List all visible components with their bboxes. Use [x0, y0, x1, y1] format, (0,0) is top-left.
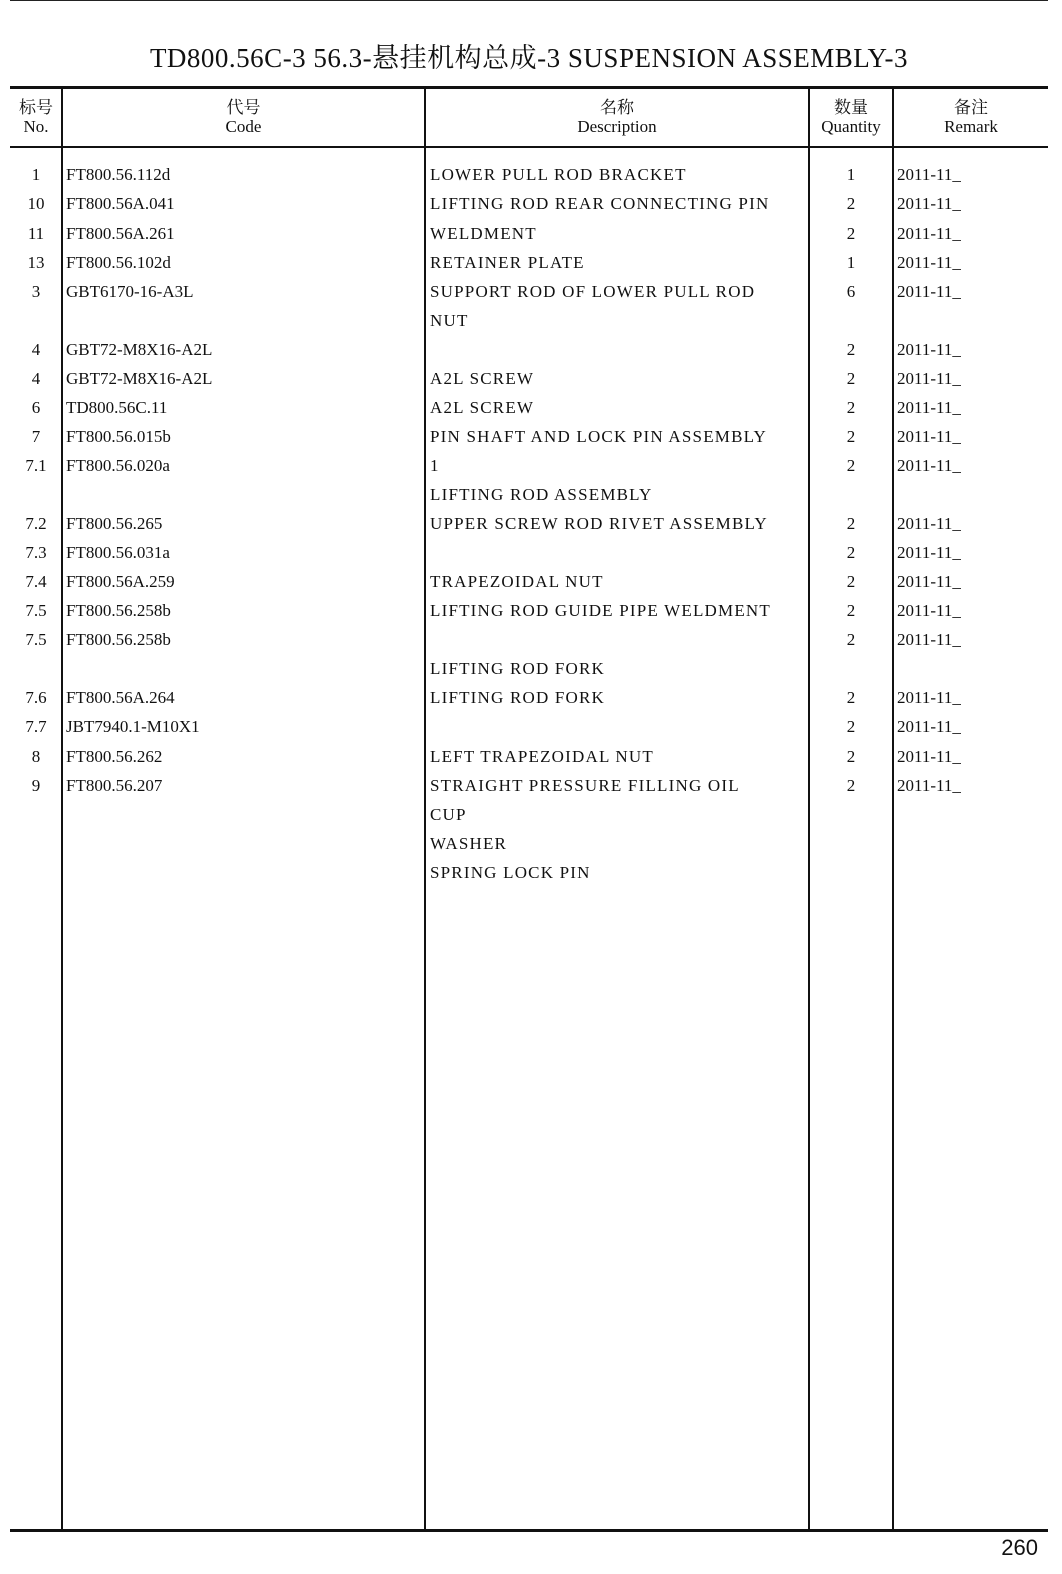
header-remark-en: Remark — [944, 117, 998, 136]
header-qty-en: Quantity — [821, 117, 881, 136]
header-code-cn: 代号 — [226, 98, 261, 117]
description-line: CUP — [430, 805, 467, 824]
description-line: TRAPEZOIDAL NUT — [430, 572, 604, 591]
table-cell-remark: 2011-11_ — [897, 340, 961, 359]
table-cell-qty: 2 — [846, 369, 856, 388]
header-remark — [894, 98, 1048, 136]
table-cell-code: FT800.56A.259 — [66, 572, 175, 591]
table-cell-code: FT800.56.207 — [66, 776, 163, 795]
table-cell-no: 4 — [31, 369, 41, 388]
table-bottom-rule — [10, 1529, 1048, 1532]
table-cell-no: 7.7 — [25, 717, 47, 736]
description-line: SUPPORT ROD OF LOWER PULL ROD — [430, 282, 756, 301]
header-no-cn: 标号 — [19, 98, 53, 117]
table-cell-no: 7.4 — [25, 572, 47, 591]
table-cell-no: 7.6 — [25, 688, 47, 707]
column-divider-no — [61, 89, 63, 1529]
column-divider-code — [424, 89, 426, 1529]
table-cell-remark: 2011-11_ — [897, 514, 961, 533]
table-cell-remark: 2011-11_ — [897, 572, 961, 591]
description-line: RETAINER PLATE — [430, 253, 585, 272]
description-line: NUT — [430, 311, 469, 330]
table-cell-code: GBT72-M8X16-A2L — [66, 369, 213, 388]
table-cell-qty: 2 — [846, 194, 856, 213]
table-cell-no: 7 — [31, 427, 41, 446]
table-cell-qty: 2 — [846, 340, 856, 359]
table-cell-remark: 2011-11_ — [897, 253, 961, 272]
description-line: LIFTING ROD ASSEMBLY — [430, 485, 653, 504]
table-cell-code: FT800.56.020a — [66, 456, 170, 475]
description-line: LIFTING ROD REAR CONNECTING PIN — [430, 194, 770, 213]
table-cell-qty: 2 — [846, 630, 856, 649]
table-cell-no: 7.1 — [25, 456, 47, 475]
description-line: LIFTING ROD FORK — [430, 688, 606, 707]
table-cell-qty: 1 — [846, 165, 856, 184]
table-cell-qty: 2 — [846, 514, 856, 533]
table-cell-remark: 2011-11_ — [897, 456, 961, 475]
header-no — [10, 98, 62, 136]
description-line: PIN SHAFT AND LOCK PIN ASSEMBLY — [430, 427, 767, 446]
table-cell-qty: 2 — [846, 427, 856, 446]
header-code — [63, 98, 424, 136]
header-code-en: Code — [225, 117, 262, 136]
page-title: TD800.56C-3 56.3-悬挂机构总成-3 SUSPENSION ASSEMBLY-3 — [149, 43, 909, 73]
table-cell-qty: 6 — [846, 282, 856, 301]
table-cell-code: GBT72-M8X16-A2L — [66, 340, 213, 359]
table-cell-remark: 2011-11_ — [897, 398, 961, 417]
table-cell-code: FT800.56.265 — [66, 514, 163, 533]
table-cell-qty: 2 — [846, 688, 856, 707]
table-cell-code: FT800.56.258b — [66, 630, 171, 649]
table-cell-remark: 2011-11_ — [897, 224, 961, 243]
top-border — [10, 0, 1048, 1]
description-line: LIFTING ROD FORK — [430, 659, 606, 678]
table-cell-qty: 2 — [846, 224, 856, 243]
column-divider-qty — [892, 89, 894, 1529]
table-cell-qty: 2 — [846, 776, 856, 795]
table-cell-no: 4 — [31, 340, 41, 359]
table-cell-remark: 2011-11_ — [897, 427, 961, 446]
table-cell-code: FT800.56.102d — [66, 253, 171, 272]
column-divider-desc — [808, 89, 810, 1529]
table-cell-no: 7.3 — [25, 543, 47, 562]
table-cell-no: 11 — [27, 224, 45, 243]
description-line: SPRING LOCK PIN — [430, 863, 591, 882]
table-cell-remark: 2011-11_ — [897, 747, 961, 766]
header-no-en: No. — [23, 117, 49, 136]
description-line: LIFTING ROD GUIDE PIPE WELDMENT — [430, 601, 771, 620]
table-cell-qty: 2 — [846, 543, 856, 562]
table-cell-qty: 2 — [846, 601, 856, 620]
table-cell-remark: 2011-11_ — [897, 717, 961, 736]
table-cell-code: JBT7940.1-M10X1 — [66, 717, 200, 736]
header-remark-cn: 备注 — [954, 98, 988, 117]
table-cell-qty: 2 — [846, 398, 856, 417]
table-cell-code: FT800.56.015b — [66, 427, 171, 446]
description-line: A2L SCREW — [430, 398, 535, 417]
table-cell-code: FT800.56.031a — [66, 543, 170, 562]
table-cell-no: 7.5 — [25, 601, 47, 620]
table-cell-remark: 2011-11_ — [897, 601, 961, 620]
table-cell-qty: 2 — [846, 747, 856, 766]
header-desc-cn: 名称 — [600, 98, 634, 117]
table-cell-code: FT800.56.112d — [66, 165, 171, 184]
description-line: WELDMENT — [430, 224, 537, 243]
table-cell-remark: 2011-11_ — [897, 194, 961, 213]
table-cell-code: FT800.56.262 — [66, 747, 163, 766]
table-cell-code: TD800.56C.11 — [66, 398, 168, 417]
description-line: WASHER — [430, 834, 508, 853]
description-line: LEFT TRAPEZOIDAL NUT — [430, 747, 654, 766]
table-cell-code: FT800.56A.264 — [66, 688, 175, 707]
table-cell-no: 3 — [31, 282, 41, 301]
table-cell-remark: 2011-11_ — [897, 369, 961, 388]
table-cell-no: 9 — [31, 776, 41, 795]
table-cell-remark: 2011-11_ — [897, 630, 961, 649]
table-cell-no: 10 — [27, 194, 45, 213]
header-quantity — [810, 98, 892, 136]
table-cell-remark: 2011-11_ — [897, 776, 961, 795]
table-cell-qty: 1 — [846, 253, 856, 272]
description-line: LOWER PULL ROD BRACKET — [430, 165, 687, 184]
table-cell-no: 7.5 — [25, 630, 47, 649]
description-line: A2L SCREW — [430, 369, 535, 388]
table-cell-no: 1 — [31, 165, 41, 184]
description-line: 1 — [430, 456, 440, 475]
table-cell-code: FT800.56.258b — [66, 601, 171, 620]
table-cell-qty: 2 — [846, 572, 856, 591]
page-number: 260 — [1001, 1535, 1038, 1560]
header-desc-en: Description — [577, 117, 657, 136]
table-cell-code: GBT6170-16-A3L — [66, 282, 194, 301]
table-cell-no: 13 — [27, 253, 45, 272]
table-cell-qty: 2 — [846, 456, 856, 475]
table-cell-remark: 2011-11_ — [897, 543, 961, 562]
table-cell-code: FT800.56A.261 — [66, 224, 175, 243]
table-cell-no: 8 — [31, 747, 41, 766]
header-description — [426, 98, 808, 136]
header-qty-cn: 数量 — [834, 98, 868, 117]
table-cell-qty: 2 — [846, 717, 856, 736]
table-cell-remark: 2011-11_ — [897, 688, 961, 707]
description-line: UPPER SCREW ROD RIVET ASSEMBLY — [430, 514, 768, 533]
description-line: STRAIGHT PRESSURE FILLING OIL — [430, 776, 740, 795]
table-cell-no: 7.2 — [25, 514, 47, 533]
table-cell-remark: 2011-11_ — [897, 165, 961, 184]
table-cell-no: 6 — [31, 398, 41, 417]
table-cell-remark: 2011-11_ — [897, 282, 961, 301]
table-cell-code: FT800.56A.041 — [66, 194, 175, 213]
